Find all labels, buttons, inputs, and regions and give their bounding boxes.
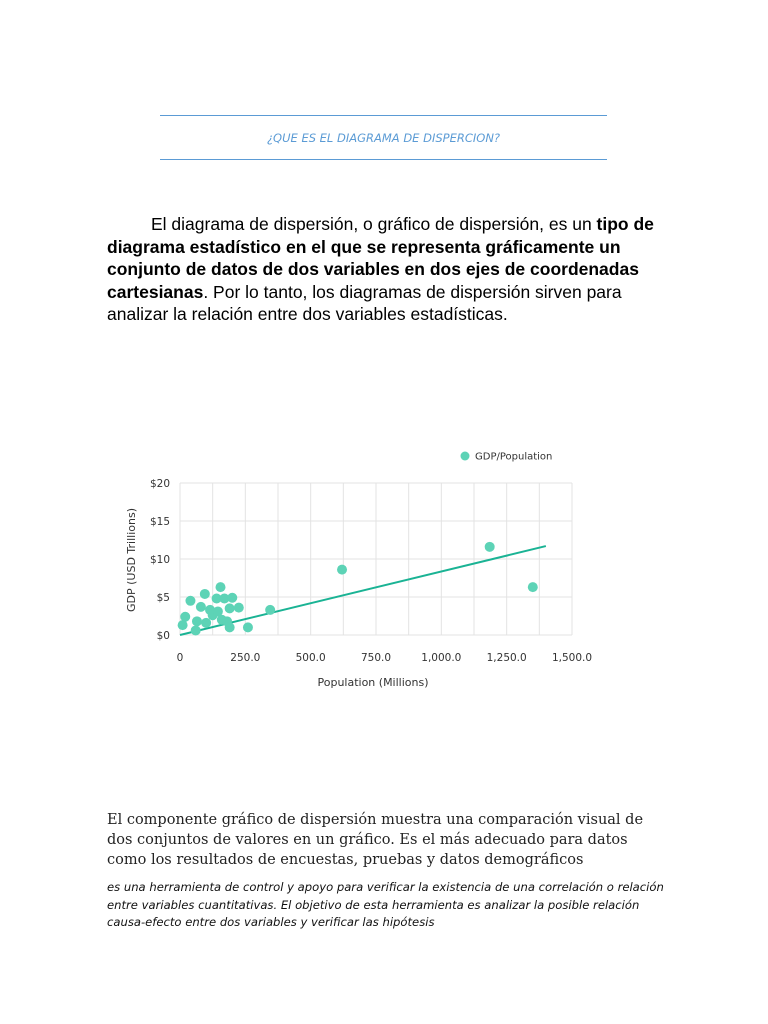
x-axis-label: Population (Millions) [317, 676, 429, 689]
x-tick-label: 250.0 [230, 652, 261, 664]
intro-text-2: . Por lo tanto, los diagramas de dispersión sirven para analizar la relación entre dos variables estadísticas. [107, 281, 622, 324]
x-tick-label: 1,250.0 [486, 652, 527, 664]
intro-paragraph [107, 213, 662, 326]
data-point [196, 602, 206, 612]
data-point [243, 622, 253, 632]
tick-labels [150, 478, 592, 664]
section-heading: ¿QUE ES EL DIAGRAMA DE DISPERCION? [266, 130, 501, 145]
y-axis-label: GDP (USD Trillions) [125, 508, 138, 612]
y-tick-label: $20 [149, 478, 170, 490]
x-tick-label: 500.0 [295, 652, 326, 664]
data-point [216, 582, 226, 592]
x-tick-label: 1,500.0 [551, 652, 593, 664]
data-point [265, 605, 275, 615]
data-point [192, 616, 202, 626]
data-point [528, 582, 538, 592]
section-heading-box [160, 115, 607, 160]
data-point [225, 622, 235, 632]
data-point [200, 589, 210, 599]
y-tick-label: $5 [156, 592, 170, 604]
y-tick-label: $10 [149, 554, 170, 566]
data-point [201, 618, 211, 628]
paragraph-tool: es una herramienta de control y apoyo para verificar la existencia de una correlación o relación entre variables cuantitativas. El objetivo de esta herramienta es analizar la posible relación causa-efecto entre dos variables y verificar las hipótesis [107, 880, 664, 929]
data-point [185, 596, 195, 606]
x-tick-label: 0 [176, 652, 184, 664]
legend-label: GDP/Population [475, 451, 553, 463]
intro-bold-text: tipo de diagrama estadístico en el que se representa gráficamente un conjunto de datos de dos variables en dos ejes de coordenadas cartesianas [107, 214, 654, 302]
data-point [227, 593, 237, 603]
x-tick-label: 1,000.0 [421, 652, 462, 664]
data-point [234, 603, 244, 613]
x-tick-label: 750.0 [360, 652, 392, 664]
data-point [485, 542, 495, 552]
paragraph-component: El componente gráfico de dispersión muestra una comparación visual de dos conjuntos de valores en un gráfico. Es el más adecuado para datos como los resultados de encuestas, pruebas y datos demográficos [107, 812, 644, 868]
y-tick-label: $0 [156, 630, 170, 642]
y-tick-label: $15 [149, 516, 170, 528]
data-point [180, 612, 190, 622]
data-points [178, 542, 538, 636]
intro-text-1: El diagrama de dispersión, o gráfico de dispersión, es un [151, 214, 597, 234]
data-point [191, 625, 201, 635]
scatter-chart [118, 440, 593, 700]
data-point [337, 565, 347, 575]
scatter-chart-svg [118, 440, 593, 700]
data-point [225, 603, 235, 613]
legend-marker [461, 452, 470, 461]
